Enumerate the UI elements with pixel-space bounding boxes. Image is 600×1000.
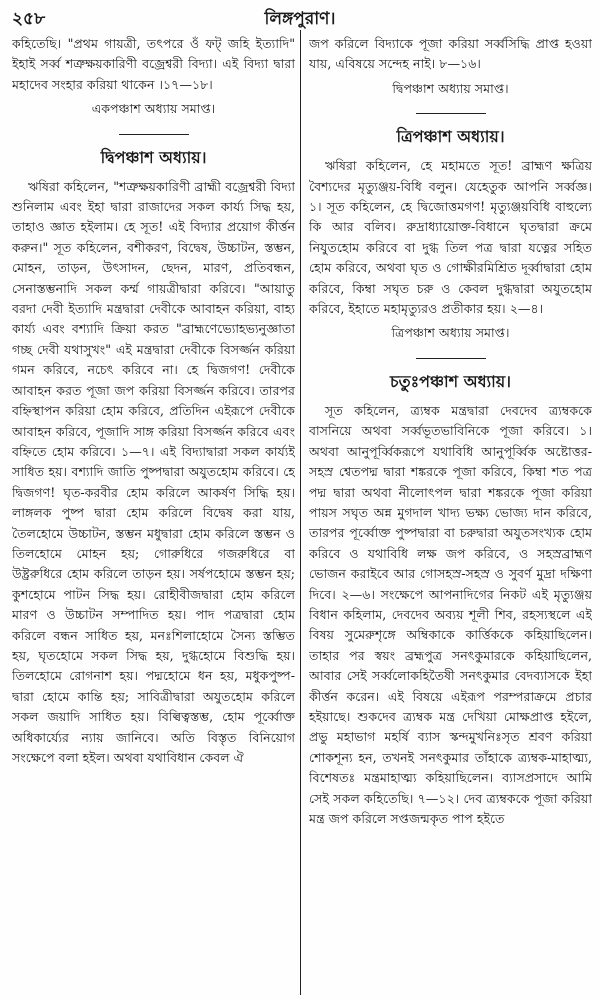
right-column	[309, 34, 592, 992]
chapter-end-note: দ্বিপঞ্চাশ অধ্যায় সমাপ্ত।	[392, 80, 509, 96]
section-separator	[119, 134, 189, 135]
page-number: ২৫৮	[12, 9, 46, 29]
section-separator	[416, 358, 486, 359]
paragraph: ঋষিরা কহিলেন, হে মহামতে সূত! ব্রাহ্মণ ক্ষত্রিয় বৈশ্যদের মৃত্যুঞ্জয়-বিধি বলুন। যেহেতুক আপনি সর্ব্বজ্ঞ। ১। সূত কহিলেন, হে দ্বিজোত্তমগণ! মৃত্যুঞ্জয়বিধি বাহুল্যে কি আর বলিব। রুদ্রাধ্যায়োক্ত-বিধানে ঘৃতদ্বারা ক্রমে নিযুতহোম করিবে বা দুগ্ধ তিল পত্র দ্বারা যত্নের সহিত হোম করিবে, অথবা ঘৃত ও গোক্ষীরমিশ্রিত দূর্ব্বাদ্বারা হোম করিবে, কিম্বা সঘৃত চরু ও কেবল দুগ্ধদ্বারা অযুতহোম করিবে, ইহাতে মহামৃত্যুরও প্রতীকার হয়। ২—৪।	[309, 158, 592, 317]
paragraph: ঋষিরা কহিলেন, "শত্রুক্ষয়কারিণী ব্রাহ্মী বজ্রেশ্বরী বিদ্যা শুনিলাম এবং ইহা দ্বারা রাজাদের সকল কার্য্য সিদ্ধ হয়, তাহাও জ্ঞাত হইলাম। হে সূত! এই বিদ্যার প্রয়োগ কীর্ত্তন করুন।" সূত কহিলেন, বশীকরণ, বিদ্বেষ, উচ্চাটন, স্তম্ভন, মোহন, তাড়ন, উৎসাদন, ছেদন, মারণ, প্রতিবন্ধন, সেনাস্তম্ভনাদি সকল কর্ম্ম গায়ত্রীদ্বারা করিবে। "আয়াতু বরদা দেবী ইত্যাদি মন্ত্রদ্বারা দেবীকে আবাহন করিয়া, বাহ্য কার্য্য এবং বশ্যাদি ক্রিয়া করত "ব্রাহ্মণেভ্যোহভ্যনুজ্ঞাতা গচ্ছ দেবী যথাসুখং" এই মন্ত্রদ্বারা দেবীকে বিসর্জ্জন করিয়া গমন করিবে, নচেৎ করিবে না। হে দ্বিজগণ! দেবীকে আবাহন করত পূজা জপ করিয়া বিসর্জ্জন করিবে। তারপর বহ্নিস্থাপন করিয়া হোম করিবে, প্রতিদিন এইরূপে দেবীকে আবাহন করিবে, পূজাদি সাঙ্গ করিয়া বিসর্জ্জন করিবে এবং বহ্নিতে হোম করিবে। ১—৭। এই বিদ্যাদ্বারা সকল কার্য্যই সাধিত হয়। বশ্যাদি জাতি পুষ্পদ্বারা অযুতহোম করিবে। হে দ্বিজগণ! ঘৃত-করবীর হোম করিলে আকর্ষণ সিদ্ধি হয়। লাঙ্গলক পুষ্প দ্বারা হোম করিলে বিদ্বেষ করা যায়, তৈলহোমে উচ্চাটন, স্তম্ভন মধুদ্বারা হোম করিলে স্তম্ভন ও তিলহোমে মোহন হয়; গোরুধিরে গজরুধিরে বা উষ্ট্ররুধিরে হোম করিলে তাড়ন হয়। সর্ষপহোমে স্তম্ভন হয়; কুশহোমে পাটন সিদ্ধ হয়। রোহীবীজদ্বারা হোম করিলে মারণ ও উচ্চাটন সম্পাদিত হয়। পাদ পত্রদ্বারা হোম করিলে বন্ধন সাধিত হয়, মনঃশিলাহোমে সৈন্য স্তম্ভিত হয়, ঘৃতহোমে সকল সিদ্ধ হয়, দুগ্ধহোমে বিশুদ্ধি হয়। তিলহোমে রোগনাশ হয়। পদ্মহোমে ধন হয়, মধুকপুষ্প-দ্বারা হোমে কান্তি হয়; সাবিত্রীদ্বারা অযুতহোম করিলে সকল জয়াদি সাধিত হয়। বিল্বিত্বস্তম্ভ, হোম পূর্ব্বোক্ত অধিকার্য্যের ন্যায় জানিবে। অতি বিস্তৃত বিনিয়োগ সংক্ষেপে বলা হইল। অথবা যথাবিধান কেবল ঐ	[12, 178, 295, 765]
page-header	[12, 6, 588, 32]
paragraph: সূত কহিলেন, ত্র্যম্বক মন্ত্রদ্বারা দেবদেব ত্র্যম্বককে বাসনিয়ে অথবা সর্ব্বভূতভাবিনিকে পূজা করিবে। ১। অথবা আনুপূর্ব্বিকরূপে যথাবিধি আনুপূর্ব্বিক অষ্টোত্তর-সহস্র শ্বেতপদ্ম দ্বারা শঙ্করকে পূজা করিবে, কিম্বা শত পত্র পদ্ম দ্বারা অথবা নীলোৎপল দ্বারা শঙ্করকে পূজা করিয়া পায়স সঘৃত অন্ন মুগদাল খাদ্য ভক্ষ্য ভোজ্য দান করিবে, তারপর পূর্ব্বোক্ত পুষ্পদ্বারা বা চরুদ্বারা অযুতসংখ্যক হোম করিবে ও যথাবিধি লক্ষ জপ করিবে, ও সহস্রব্রাহ্মণ ভোজন করাইবে আর গোসহস্র-সহস্র ও সুবর্ণ মুদ্রা দক্ষিণা দিবে। ২—৬। সংক্ষেপে আপনাদিগের নিকট এই মৃত্যুঞ্জয় বিধান কহিলাম, দেবদেব অব্যয় শূলী শিব, রহস্যস্থলে এই বিষয় সুমেরুশৃঙ্গে অম্বিকাকে কার্ত্তিককে কহিয়াছিলেন। তাহার পর স্বয়ং ব্রহ্মপুত্র সনৎকুমারকে কহিয়াছিলেন, আবার সেই সর্ব্বলোকহিতৈষী সনৎকুমার বেদব্যাসকে ইহা কীর্ত্তন করেন। এই বিষয়ে এইরূপ পরম্পরাক্রমে প্রচার হইয়াছে। শুকদেব ত্র্যম্বক মন্ত্র দেখিয়া মোক্ষপ্রাপ্ত হইলে, প্রভু মহাভাগ মহর্ষি ব্যাস স্কন্দমুখনিঃসৃত শ্রবণ করিয়া শোকশূন্য হন, তখনই সনৎকুমার তাঁহাকে ত্র্যম্বক-মাহাত্ম্য, বিশেষতঃ মন্ত্রমাহাত্ম্য কহিয়াছিলেন। ব্যাসপ্রসাদে আমি সেই সকল কহিতেছি। ৭—১২। দেব ত্র্যম্বককে পূজা করিয়া মন্ত্র জপ করিলে সপ্তজন্মকৃত পাপ হইতে	[309, 402, 592, 826]
chapter-end-note: একপঞ্চাশ অধ্যায় সমাপ্ত।	[91, 101, 216, 117]
chapter-heading: দ্বিপঞ্চাশ অধ্যায়।	[100, 147, 207, 167]
column-divider	[300, 30, 301, 995]
paragraph: কহিতেছি। "প্রথম গায়ত্রী, তৎপরে ওঁ ফট্ জহি ইত্যাদি" ইহাই সর্ব্ব শত্রুক্ষয়কারিণী বজ্রেশ্বরী বিদ্যা। এই বিদ্যা দ্বারা মহাদেব সংহার করিয়া থাকেন ।১৭—১৮।	[12, 36, 295, 92]
chapter-heading: চতুঃপঞ্চাশ অধ্যায়।	[390, 371, 511, 391]
running-title: লিঙ্গপুরাণ।	[264, 9, 336, 29]
left-column	[12, 34, 295, 992]
paragraph: জপ করিলে বিদ্যাকে পূজা করিয়া সর্ব্বসিদ্ধি প্রাপ্ত হওয়া যায়, এবিষয়ে সন্দেহ নাই। ৮—১৬।	[309, 36, 592, 72]
chapter-end-note: ত্রিপঞ্চাশ অধ্যায় সমাপ্ত।	[391, 325, 510, 341]
chapter-heading: ত্রিপঞ্চাশ অধ্যায়।	[396, 127, 505, 147]
section-separator	[416, 113, 486, 114]
